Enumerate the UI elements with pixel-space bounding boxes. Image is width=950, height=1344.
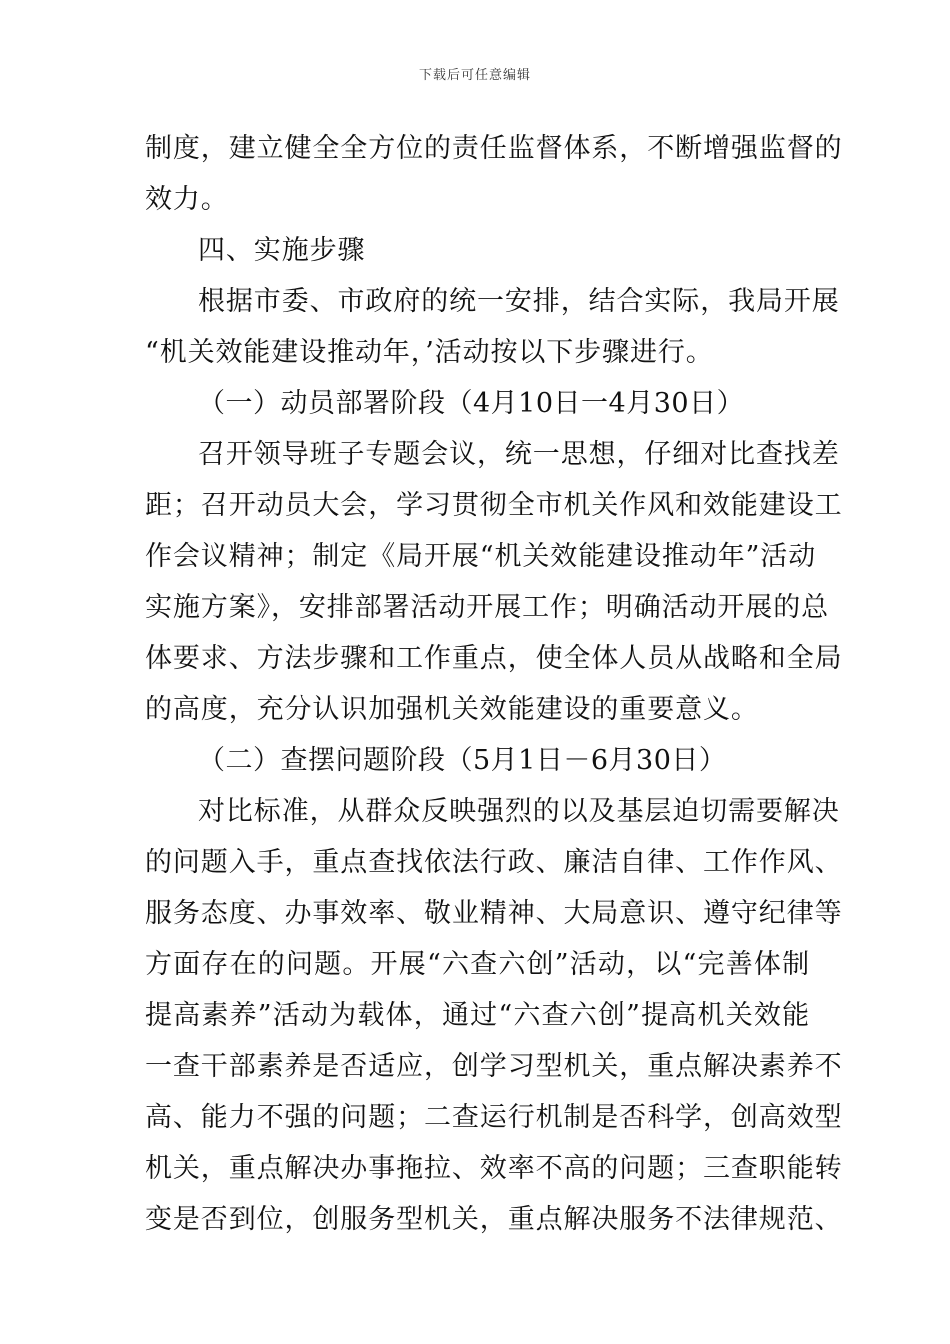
subsection-heading: （一）动员部署阶段（4月10日一4月30日） bbox=[198, 388, 745, 419]
page-header-note: 下载后可任意编辑 bbox=[418, 68, 531, 83]
paragraph-line: 制度，建立健全全方位的责任监督体系，不断增强监督的 bbox=[145, 133, 843, 164]
paragraph-line: 的高度，充分认识加强机关效能建设的重要意义。 bbox=[145, 694, 759, 725]
paragraph-line: 提高素养”活动为载体，通过“六查六创”提高机关效能 bbox=[145, 1000, 810, 1031]
paragraph-line: 服务态度、办事效率、敬业精神、大局意识、遵守纪律等 bbox=[145, 898, 843, 929]
paragraph-line: 根据市委、市政府的统一安排，结合实际，我局开展 bbox=[198, 286, 840, 317]
paragraph-line: 作会议精神；制定《局开展“机关效能建设推动年”活动 bbox=[145, 541, 817, 572]
subsection-heading: （二）查摆问题阶段（5月1日－6月30日） bbox=[198, 745, 727, 776]
paragraph-line: 对比标准，从群众反映强烈的以及基层迫切需要解决 bbox=[198, 796, 840, 827]
paragraph-line: 方面存在的问题。开展“六查六创”活动，以“完善体制 bbox=[145, 949, 810, 980]
paragraph-line: 实施方案》，安排部署活动开展工作；明确活动开展的总 bbox=[145, 592, 829, 623]
paragraph-line: “机关效能建设推动年，’活动按以下步骤进行。 bbox=[145, 337, 714, 368]
paragraph-line: 距；召开动员大会，学习贯彻全市机关作风和效能建设工 bbox=[145, 490, 843, 521]
paragraph-line: 的问题入手，重点查找依法行政、廉洁自律、工作作风、 bbox=[145, 847, 843, 878]
paragraph-line: 机关，重点解决办事拖拉、效率不高的问题；三查职能转 bbox=[145, 1153, 843, 1184]
paragraph-line: 召开领导班子专题会议，统一思想，仔细对比查找差 bbox=[198, 439, 840, 470]
paragraph-line: 体要求、方法步骤和工作重点，使全体人员从战略和全局 bbox=[145, 643, 843, 674]
paragraph-line: 变是否到位，创服务型机关，重点解决服务不法律规范、 bbox=[145, 1204, 843, 1235]
paragraph-line: 效力。 bbox=[145, 184, 229, 215]
section-heading: 四、实施步骤 bbox=[198, 235, 366, 266]
paragraph-line: 一查干部素养是否适应，创学习型机关，重点解决素养不 bbox=[145, 1051, 843, 1082]
paragraph-line: 高、能力不强的问题；二查运行机制是否科学，创高效型 bbox=[145, 1102, 843, 1133]
